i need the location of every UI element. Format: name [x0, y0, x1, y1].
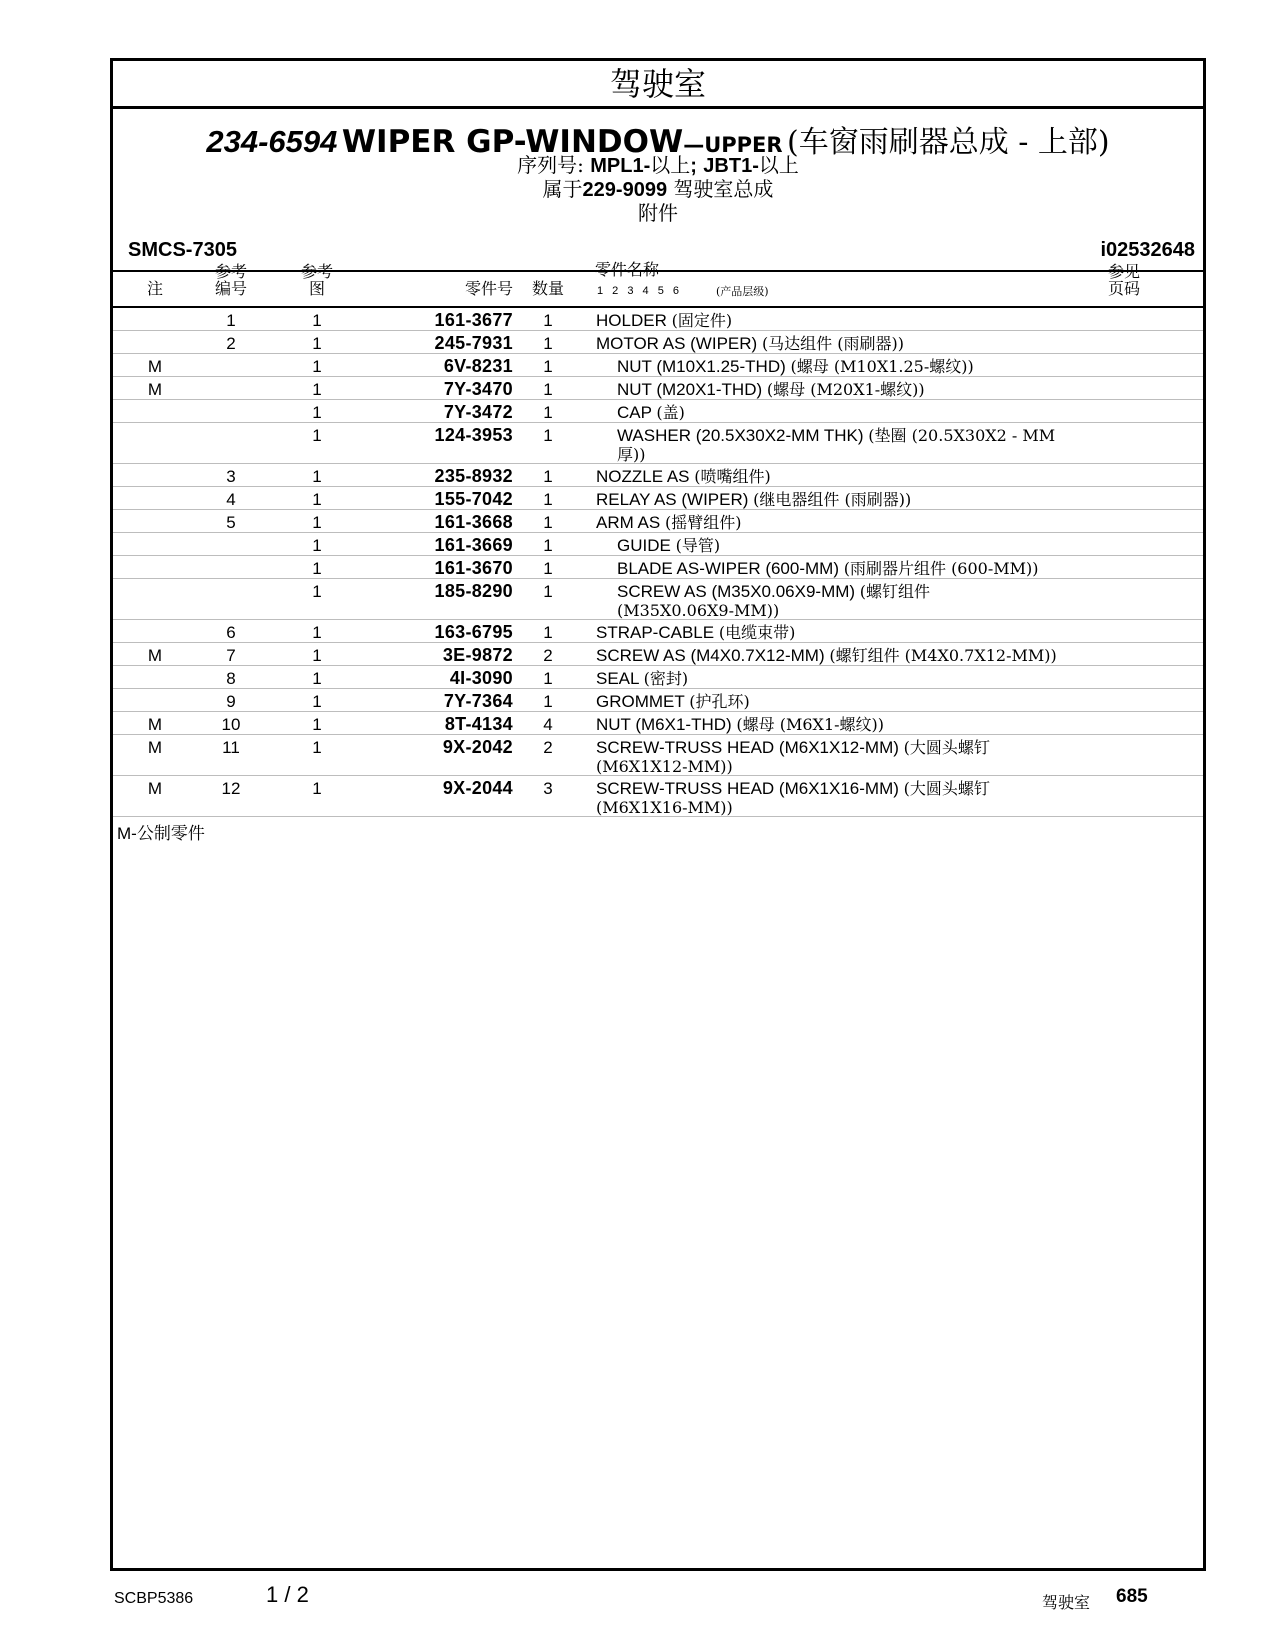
- row-quantity: 1: [543, 380, 553, 399]
- assembly-name-cn: (车窗雨刷器总成 - 上部): [787, 125, 1110, 160]
- row-note: M: [147, 715, 163, 734]
- col-header-part-name: 零件名称: [595, 260, 660, 279]
- row-ref-number: 11: [222, 738, 240, 757]
- row-part-name-en: ARM AS: [596, 513, 661, 532]
- row-part-name-cn: (雨刷器片组件 (600-MM)): [843, 559, 1039, 578]
- row-figure: 1: [312, 490, 322, 509]
- row-part-name-en: SCREW-TRUSS HEAD (M6X1X12-MM): [596, 738, 899, 757]
- row-part-name-en: CAP: [617, 403, 652, 422]
- row-part-name-cn: (螺钉组件: [859, 582, 931, 601]
- row-ref-number: 7: [226, 646, 236, 665]
- table-row: [113, 643, 1203, 666]
- row-figure: 1: [312, 559, 322, 578]
- row-part-name: [617, 559, 1039, 578]
- row-note: M: [147, 357, 163, 376]
- row-quantity: 1: [543, 426, 553, 445]
- table-row: [113, 579, 1203, 620]
- row-ref-number: 12: [221, 779, 241, 798]
- row-part-name: [617, 380, 925, 399]
- col-header-quantity: 数量: [531, 279, 564, 298]
- row-part-name-en: NOZZLE AS: [596, 467, 690, 486]
- row-figure: 1: [312, 380, 322, 399]
- row-part-name-cn: (密封): [643, 669, 689, 688]
- row-figure: 1: [312, 715, 322, 734]
- col-header-page-bottom: 页码: [1107, 279, 1140, 298]
- row-part-name-cn: (继电器组件 (雨刷器)): [753, 490, 912, 509]
- row-figure: 1: [312, 536, 322, 555]
- row-ref-number: 4: [226, 490, 236, 509]
- row-part-number[interactable]: 3E-9872: [442, 645, 513, 665]
- row-quantity: 3: [543, 779, 553, 798]
- row-part-name-en: GUIDE: [617, 536, 671, 555]
- row-part-number[interactable]: 155-7042: [434, 489, 513, 509]
- parts-table: [113, 308, 1203, 817]
- table-row: [113, 510, 1203, 533]
- row-part-number[interactable]: 8T-4134: [444, 714, 513, 734]
- row-part-name-cn: (大圆头螺钉: [903, 779, 990, 798]
- row-figure: 1: [312, 582, 322, 601]
- row-quantity: 1: [543, 692, 553, 711]
- row-part-name-cn: (电缆束带): [718, 623, 796, 642]
- table-row: [113, 620, 1203, 643]
- col-header-part-number: 零件号: [464, 279, 513, 298]
- row-quantity: 4: [543, 715, 553, 734]
- row-part-name-en: SCREW-TRUSS HEAD (M6X1X16-MM): [596, 779, 899, 798]
- belongs-name: 驾驶室总成: [673, 177, 774, 201]
- row-part-name-en: NUT (M20X1-THD): [617, 380, 763, 399]
- row-ref-number: 3: [226, 467, 236, 486]
- col-header-levels: 1 2 3 4 5 6: [597, 285, 679, 297]
- col-header-page-top: 参见: [1107, 262, 1140, 281]
- table-row: [113, 712, 1203, 735]
- row-part-number[interactable]: 161-3668: [434, 512, 513, 532]
- row-part-name-en: GROMMET: [596, 692, 685, 711]
- row-part-number[interactable]: 161-3670: [434, 558, 513, 578]
- row-quantity: 1: [543, 669, 553, 688]
- serial-label: 序列号:: [517, 153, 584, 177]
- row-part-name: [596, 623, 795, 642]
- row-note: M: [147, 380, 163, 399]
- assembly-name-sub: —UPPER: [683, 133, 783, 157]
- legend-key: M-: [117, 824, 137, 843]
- table-row: [113, 487, 1203, 510]
- row-quantity: 1: [543, 357, 553, 376]
- row-part-name: [596, 692, 750, 711]
- row-part-name: [596, 334, 904, 353]
- legend: [117, 819, 205, 844]
- illustration-id: i02532648: [1100, 239, 1195, 261]
- row-figure: 1: [312, 623, 322, 642]
- row-part-name-en: SCREW AS (M4X0.7X12-MM): [596, 646, 825, 665]
- row-part-name-cn: (螺母 (M10X1.25-螺纹)): [790, 357, 974, 376]
- row-part-number[interactable]: 7Y-3470: [443, 379, 513, 399]
- serial-cn-a: 以上: [650, 153, 691, 177]
- row-part-name-en: MOTOR AS (WIPER): [596, 334, 758, 353]
- row-ref-number: 8: [226, 669, 236, 688]
- row-figure: 1: [312, 779, 322, 798]
- row-part-name-cn: (螺钉组件 (M4X0.7X12-MM)): [829, 646, 1057, 665]
- row-part-name: [596, 738, 990, 776]
- row-part-name-en: WASHER (20.5X30X2-MM THK): [617, 426, 864, 445]
- row-part-number[interactable]: 185-8290: [434, 581, 513, 601]
- row-part-name-en: SEAL: [596, 669, 639, 688]
- row-part-number[interactable]: 4I-3090: [449, 668, 513, 688]
- table-row: [113, 776, 1203, 817]
- row-quantity: 1: [543, 490, 553, 509]
- table-row: [113, 689, 1203, 712]
- footer-section: 驾驶室: [1042, 1593, 1091, 1612]
- row-note: M: [147, 646, 163, 665]
- row-part-name: [617, 536, 720, 555]
- row-figure: 1: [312, 334, 322, 353]
- row-note: M: [147, 779, 163, 798]
- row-part-name-continued: 厚)): [617, 445, 646, 464]
- row-quantity: 2: [543, 646, 553, 665]
- row-figure: 1: [312, 311, 322, 330]
- row-part-name-continued: (M35X0.06X9-MM)): [617, 601, 780, 620]
- table-row: [113, 400, 1203, 423]
- row-ref-number: 9: [226, 692, 236, 711]
- row-part-name-en: SCREW AS (M35X0.06X9-MM): [617, 582, 856, 601]
- row-part-name: [617, 426, 1055, 464]
- col-header-ref-bottom: 编号: [214, 279, 247, 298]
- footer-page-count: 1 / 2: [266, 1582, 309, 1607]
- row-part-name-cn: (垫圈 (20.5X30X2 - MM: [868, 426, 1056, 445]
- table-row: [113, 464, 1203, 487]
- row-quantity: 1: [543, 334, 553, 353]
- row-ref-number: 6: [226, 623, 236, 642]
- row-quantity: 1: [543, 403, 553, 422]
- row-part-name-cn: (马达组件 (雨刷器)): [761, 334, 904, 353]
- row-part-name: [596, 490, 911, 509]
- row-part-name: [596, 715, 884, 734]
- legend-text: 公制零件: [136, 824, 205, 844]
- row-part-number[interactable]: 7Y-7364: [443, 691, 513, 711]
- row-quantity: 1: [543, 536, 553, 555]
- row-figure: 1: [312, 669, 322, 688]
- row-part-name-en: HOLDER: [596, 311, 667, 330]
- row-part-name-en: BLADE AS-WIPER (600-MM): [617, 559, 839, 578]
- row-part-number[interactable]: 6V-8231: [443, 356, 513, 376]
- row-part-name-continued: (M6X1X16-MM)): [596, 798, 733, 817]
- row-part-name: [617, 403, 685, 422]
- serial-value-b: JBT1-: [703, 155, 759, 177]
- row-part-name: [596, 669, 688, 688]
- page-frame: [110, 58, 1206, 1571]
- row-part-name: [596, 646, 1057, 665]
- row-part-name-en: NUT (M6X1-THD): [596, 715, 732, 734]
- col-header-fig-bottom: 图: [308, 279, 325, 298]
- row-part-name-cn: (螺母 (M6X1-螺纹)): [736, 715, 885, 734]
- table-row: [113, 308, 1203, 331]
- col-header-levels-cn: (产品层级): [716, 285, 769, 298]
- table-row: [113, 377, 1203, 400]
- row-part-name: [596, 779, 990, 817]
- attachment-label: 附件: [638, 201, 678, 225]
- table-row: [113, 666, 1203, 689]
- row-part-name-cn: (固定件): [671, 311, 733, 330]
- row-part-name: [596, 467, 771, 486]
- row-part-number[interactable]: 124-3953: [434, 425, 513, 445]
- row-part-number[interactable]: 245-7931: [434, 333, 513, 353]
- row-part-number[interactable]: 163-6795: [434, 622, 513, 642]
- row-quantity: 1: [543, 467, 553, 486]
- serial-sep: ;: [690, 155, 697, 177]
- col-header-ref-top: 参考: [214, 262, 247, 281]
- row-quantity: 1: [543, 559, 553, 578]
- row-figure: 1: [312, 646, 322, 665]
- row-part-name-cn: (盖): [656, 403, 685, 422]
- row-quantity: 2: [543, 738, 553, 757]
- row-ref-number: 1: [226, 311, 236, 330]
- row-quantity: 1: [543, 311, 553, 330]
- table-row: [113, 354, 1203, 377]
- footer-doc-id: SCBP5386: [114, 1590, 194, 1607]
- row-part-name: [596, 311, 732, 330]
- row-ref-number: 10: [221, 715, 241, 734]
- row-part-name-en: STRAP-CABLE: [596, 623, 715, 642]
- row-part-number[interactable]: 9X-2042: [442, 737, 513, 757]
- footer-page-number: 685: [1116, 1586, 1148, 1607]
- assembly-part-number[interactable]: 234-6594: [206, 124, 338, 159]
- row-part-name-cn: (螺母 (M20X1-螺纹)): [766, 380, 925, 399]
- row-ref-number: 2: [226, 334, 236, 353]
- table-row: [113, 423, 1203, 464]
- row-figure: 1: [312, 513, 322, 532]
- table-row: [113, 556, 1203, 579]
- row-part-number[interactable]: 9X-2044: [442, 778, 513, 798]
- row-part-number[interactable]: 161-3669: [434, 535, 513, 555]
- section-title: 驾驶室: [113, 61, 1203, 109]
- table-row: [113, 331, 1203, 354]
- row-part-name-cn: (喷嘴组件): [694, 467, 771, 486]
- row-quantity: 1: [543, 513, 553, 532]
- row-quantity: 1: [543, 623, 553, 642]
- col-header-fig-top: 参考: [300, 262, 333, 281]
- row-part-name: [617, 582, 930, 620]
- row-part-name-cn: (护孔环): [689, 692, 750, 711]
- row-figure: 1: [312, 467, 322, 486]
- row-part-name-continued: (M6X1X12-MM)): [596, 757, 733, 776]
- row-part-name-en: RELAY AS (WIPER): [596, 490, 749, 509]
- row-part-name: [617, 357, 974, 376]
- serial-value-a: MPL1-: [590, 155, 651, 177]
- row-part-number[interactable]: 235-8932: [434, 466, 513, 486]
- serial-cn-b: 以上: [758, 153, 799, 177]
- smcs-code: SMCS-7305: [128, 239, 237, 261]
- row-part-name-cn: (导管): [675, 536, 721, 555]
- row-part-name-cn: (摇臂组件): [664, 513, 742, 532]
- row-part-name-en: NUT (M10X1.25-THD): [617, 357, 786, 376]
- row-note: M: [147, 738, 163, 757]
- belongs-label: 属于: [542, 177, 583, 201]
- row-figure: 1: [312, 403, 322, 422]
- belongs-part-link[interactable]: 229-9099: [582, 179, 668, 201]
- row-part-name: [596, 513, 741, 532]
- row-quantity: 1: [543, 582, 553, 601]
- table-row: [113, 735, 1203, 776]
- row-part-number[interactable]: 7Y-3472: [443, 402, 513, 422]
- row-figure: 1: [312, 357, 322, 376]
- row-figure: 1: [312, 738, 322, 757]
- col-header-note: 注: [146, 279, 163, 298]
- row-part-number[interactable]: 161-3677: [434, 310, 513, 330]
- row-figure: 1: [312, 426, 322, 445]
- table-row: [113, 533, 1203, 556]
- row-ref-number: 5: [226, 513, 236, 532]
- row-figure: 1: [312, 692, 322, 711]
- row-part-name-cn: (大圆头螺钉: [903, 738, 990, 757]
- assembly-name: WIPER GP-WINDOW: [341, 124, 684, 160]
